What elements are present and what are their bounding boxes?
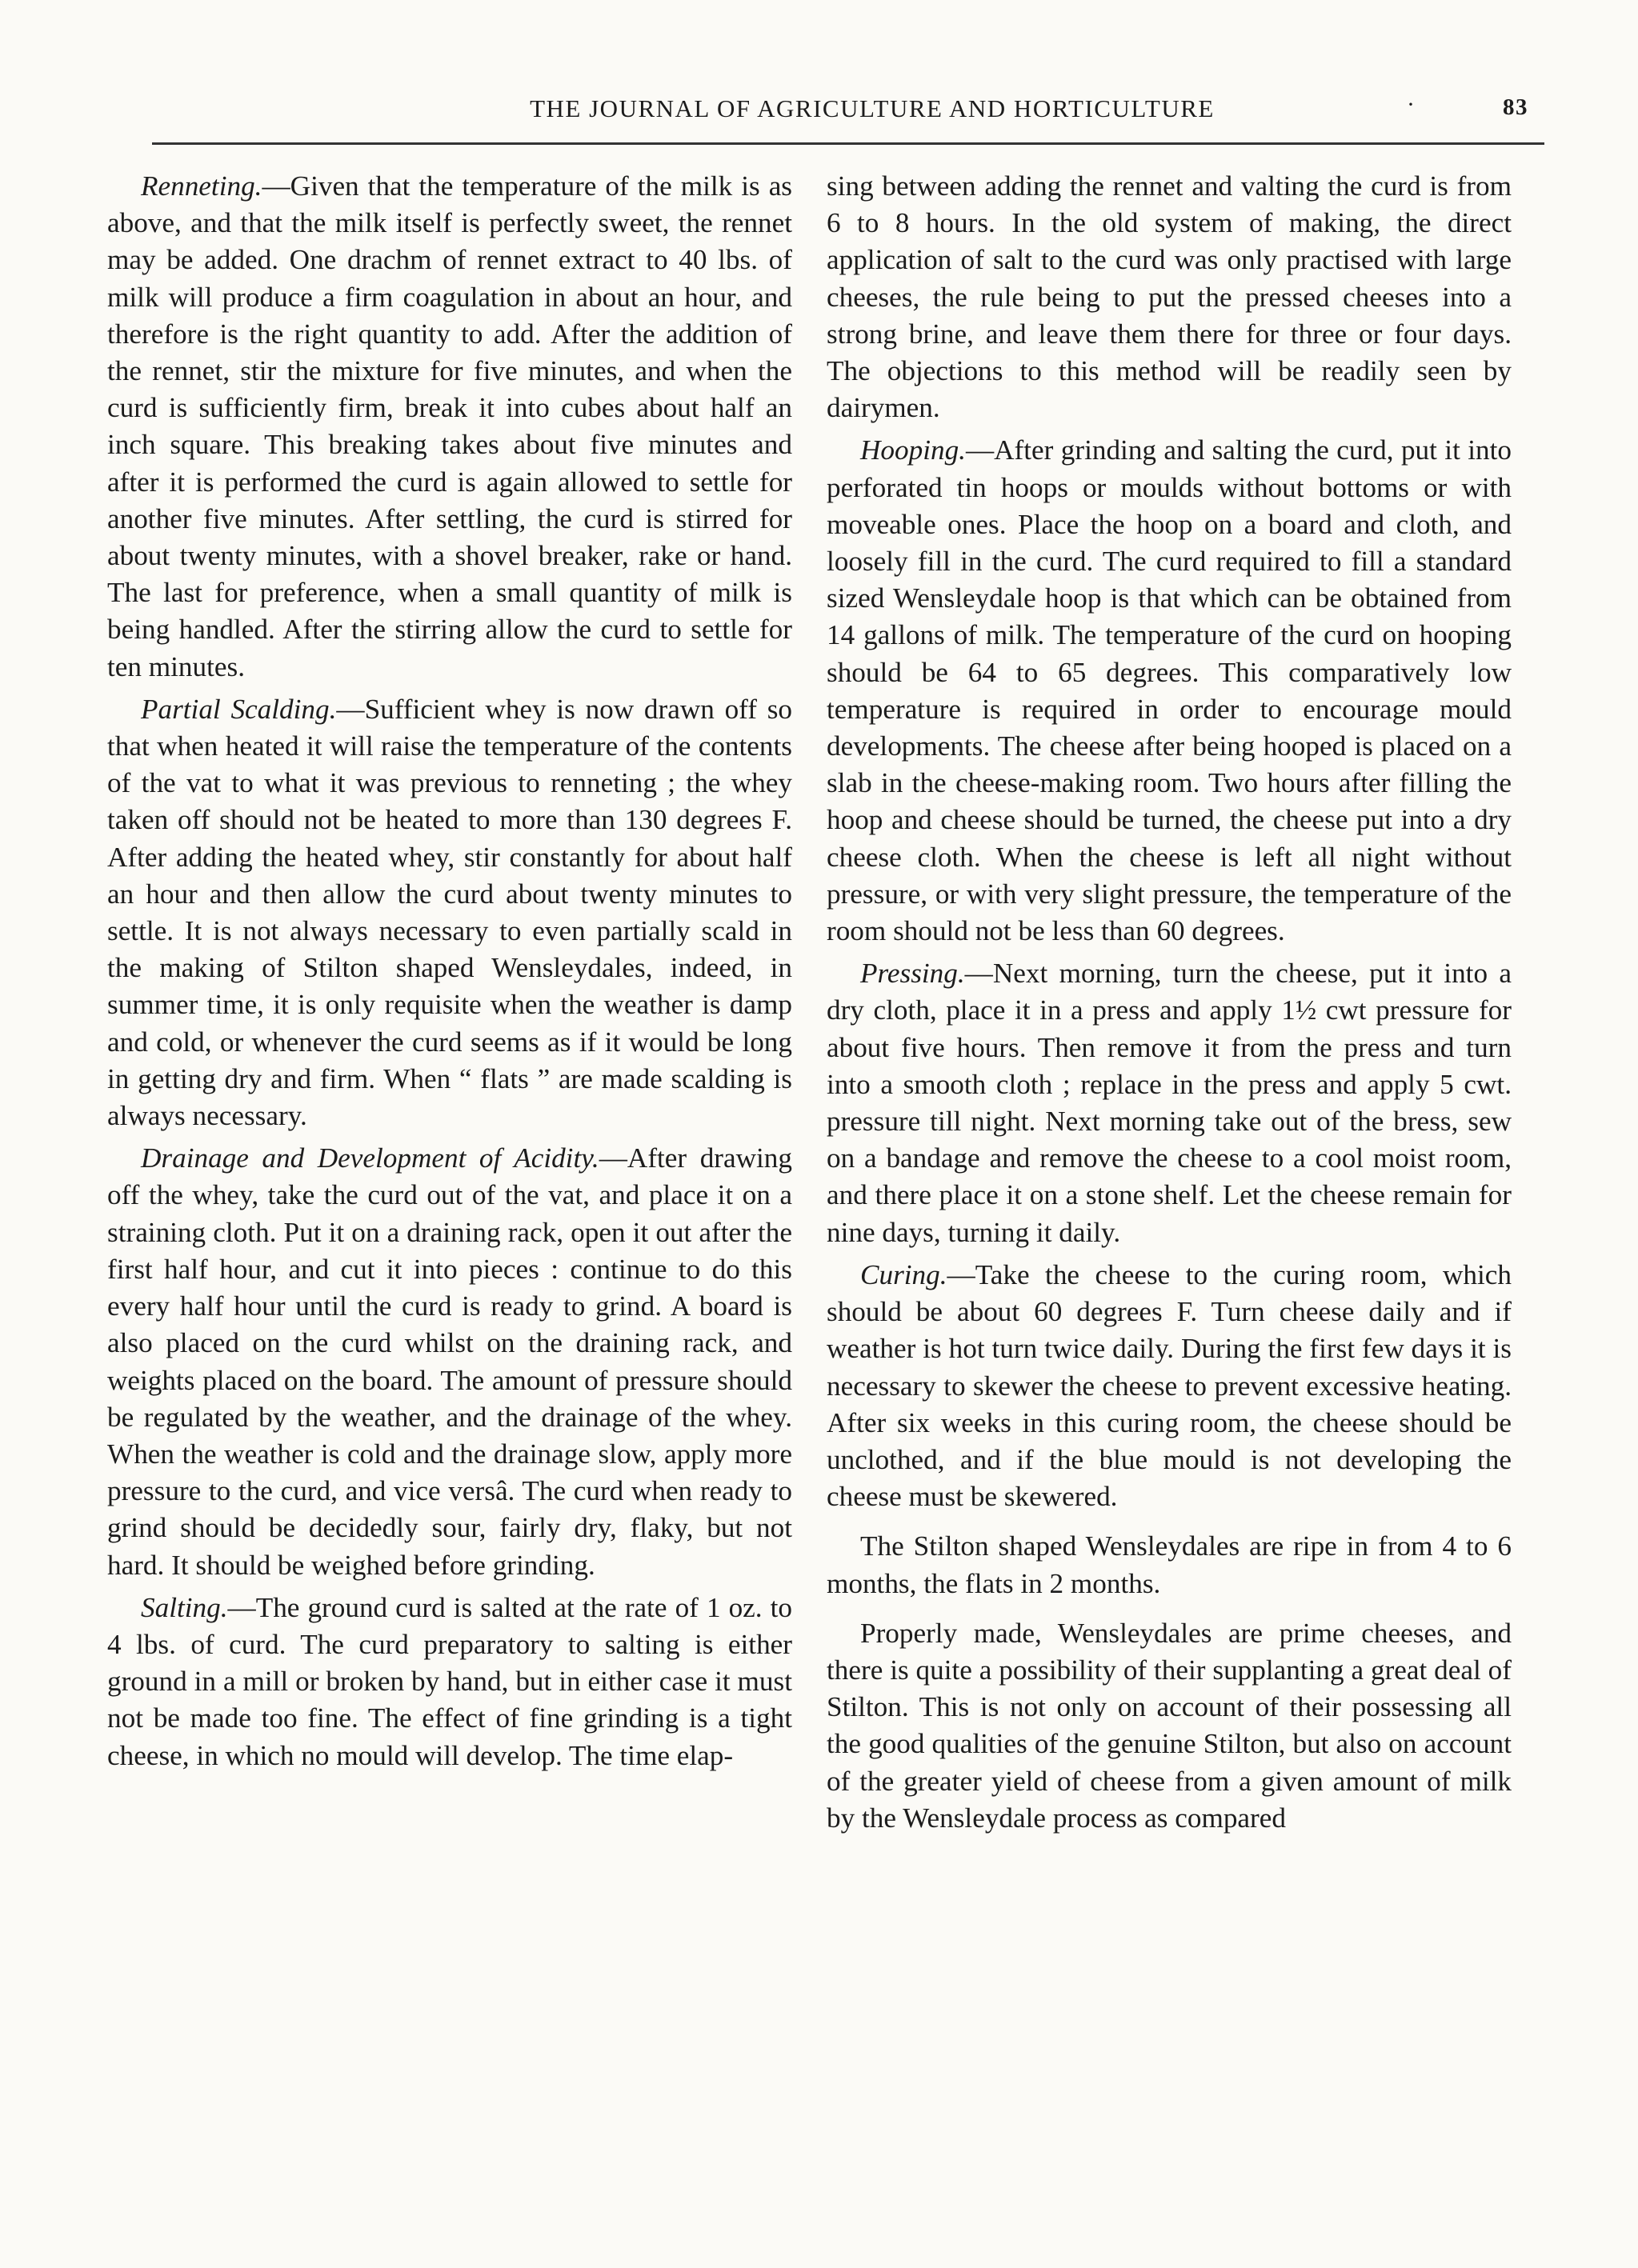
hooping-paragraph: [827, 432, 1512, 950]
curing-paragraph: [827, 1257, 1512, 1515]
pressing-paragraph: [827, 955, 1512, 1251]
right-column: [827, 168, 1512, 1842]
header-rule: [152, 142, 1544, 145]
renneting-heading: Renneting.: [141, 170, 262, 202]
properly-made-paragraph: Properly made, Wensleydales are prime cheeses, and there is quite a possibility of their supplanting a great deal of Stilton. This is not only on account of their possessing all the good qualities of the genuine Stilton, but also on account of the greater yield of cheese from a given amount of milk by the Wensleydale process as compared: [827, 1617, 1512, 1834]
curing-heading: Curing.: [860, 1258, 947, 1290]
renneting-paragraph: [107, 168, 792, 686]
renneting-text: —Given that the temperature of the milk is as above, and that the milk itself is perfectly sweet, the rennet may be added. One drachm of rennet extract to 40 lbs. of milk will produce a firm coagulation in about an hour, and therefore is the right quantity to add. After the addition of the rennet, stir the mixture for five minutes, and when the curd is sufficiently firm, break it into cubes about half an inch square. This breaking takes about five minutes and after it is performed the curd is again allowed to settle for another five minutes. After settling, the curd is stirred for about twenty minutes, with a shovel breaker, rake or hand. The last for preference, when a small quantity of milk is being handled. After the stirring allow the curd to settle for ten minutes.: [107, 170, 792, 682]
drainage-heading: Drainage and Development of Acidity.: [141, 1142, 599, 1174]
hooping-heading: Hooping.: [860, 434, 966, 466]
hooping-text: —After grinding and salting the curd, put it into perforated tin hoops or moulds without bottoms or with moveable ones. Place the hoop on a board and cloth, and loosely fill in the curd. The curd required to fill a standard sized Wensleydale hoop is that which can be obtained from 14 gallons of milk. The temperature of the curd on hooping should be 64 to 65 degrees. This comparatively low temperature is required in order to encourage mould developments. The cheese after being hooped is placed on a slab in the cheese-making room. Two hours after filling the hoop and cheese should be turned, the cheese put into a dry cheese cloth. When the cheese is left all night without pressure, or with very slight pressure, the temperature of the room should not be less than 60 degrees.: [827, 434, 1512, 947]
left-column: [107, 168, 792, 1780]
ripe-paragraph: The Stilton shaped Wensleydales are ripe in from 4 to 6 months, the flats in 2 months.: [827, 1530, 1512, 1599]
pressing-text: —Next morning, turn the cheese, put it into a dry cloth, place it in a press and apply 1½ cwt pressure for about five hours. Then remove it from the press and turn into a smooth cloth ; replace in the press and apply 5 cwt. pressure till night. Next morning take out of the bress, sew on a bandage and remove the cheese to a cool moist room, and there place it on a stone shelf. Let the cheese remain for nine days, turning it daily.: [827, 958, 1512, 1248]
drainage-paragraph: [107, 1140, 792, 1583]
page-number: 83: [1503, 94, 1528, 120]
salting-heading: Salting.: [141, 1591, 228, 1623]
running-header: [152, 91, 1544, 142]
salting-text: —The ground curd is salted at the rate of 1 oz. to 4 lbs. of curd. The curd preparatory to salting is either ground in a mill or broken by hand, but in either case it must not be made too fine. The effect of fine grinding is a tight cheese, in which no mould will develop. The time elap-: [107, 1591, 792, 1771]
partial-scalding-paragraph: [107, 691, 792, 1134]
header-dot: ·: [1407, 91, 1416, 118]
partial-scalding-heading: Partial Scalding.: [141, 693, 337, 725]
drainage-text: —After drawing off the whey, take the curd out of the vat, and place it on a straining cloth. Put it on a draining rack, open it out after the first half hour, and cut it into pieces : continue to do this every half hour until the curd is ready to grind. A board is also placed on the curd whilst on the draining rack, and weights placed on the board. The amount of pressure should be regulated by the weather, and the drainage of the whey. When the weather is cold and the drainage slow, apply more pressure to the curd, and vice versâ. The curd when ready to grind should be decidedly sour, fairly dry, flaky, but not hard. It should be weighed before grinding.: [107, 1142, 792, 1581]
curing-text: —Take the cheese to the curing room, which should be about 60 degrees F. Turn cheese daily and if weather is hot turn twice daily. During the first few days it is necessary to skewer the cheese to prevent excessive heating. After six weeks in this curing room, the cheese should be unclothed, and if the blue mould is not developing the cheese must be skewered.: [827, 1258, 1512, 1513]
pressing-heading: Pressing.: [860, 958, 965, 990]
salting-paragraph: [107, 1590, 792, 1774]
salting-continued-paragraph: sing between adding the rennet and valting the curd is from 6 to 8 hours. In the old system of making, the direct application of salt to the curd was only practised with large cheeses, the rule being to put the pressed cheeses into a strong brine, and leave them there for three or four days. The objections to this method will be readily seen by dairymen.: [827, 170, 1512, 424]
partial-scalding-text: —Sufficient whey is now drawn off so that when heated it will raise the temperature of the contents of the vat to what it was previous to renneting ; the whey taken off should not be heated to more than 130 degrees F. After adding the heated whey, stir constantly for about half an hour and then allow the curd about twenty minutes to settle. It is not always necessary to even partially scald in the making of Stilton shaped Wensleydales, indeed, in summer time, it is only requisite when the weather is damp and cold, or whenever the curd seems as if it would be long in getting dry and firm. When “ flats ” are made scalding is always necessary.: [107, 693, 792, 1132]
journal-title: THE JOURNAL OF AGRICULTURE AND HORTICULTURE: [530, 94, 1215, 122]
